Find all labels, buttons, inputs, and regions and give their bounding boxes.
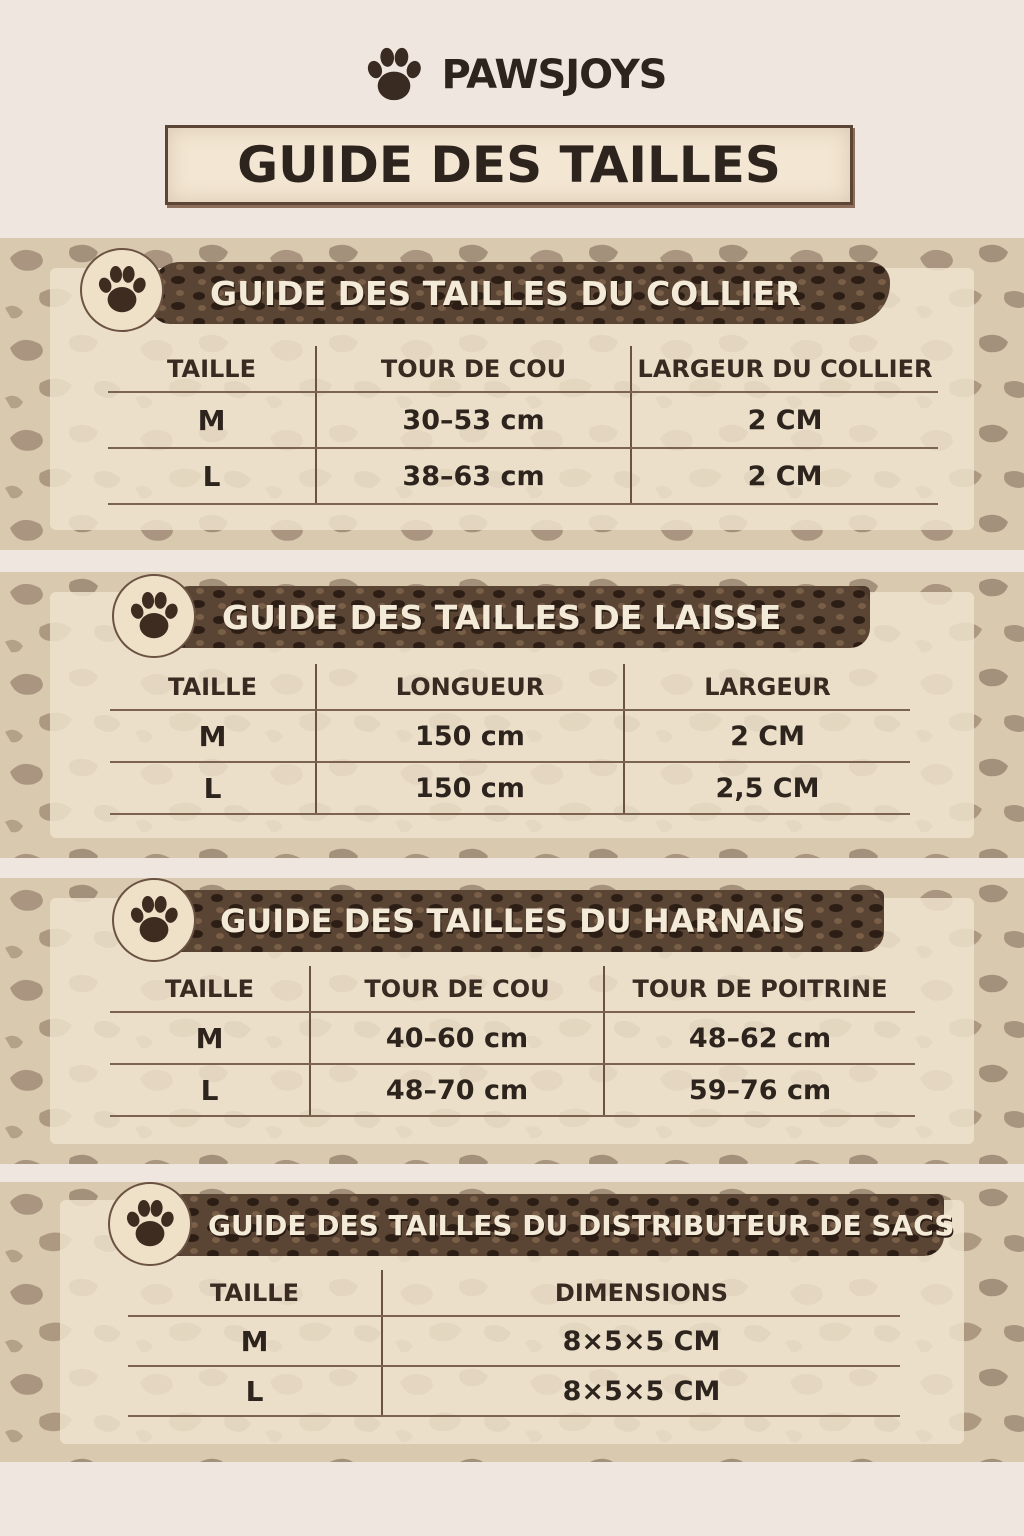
paw-icon: [124, 586, 184, 646]
value-cell: 8×5×5 CM: [382, 1366, 900, 1416]
section-title: GUIDE DES TAILLES DE LAISSE: [222, 597, 782, 637]
size-cell: M: [110, 710, 316, 762]
section-banner: [164, 1194, 955, 1256]
brand-name: PAWSJOYS: [441, 52, 667, 98]
size-cell: L: [110, 1064, 310, 1116]
table-row: [128, 1316, 900, 1366]
value-cell: 8×5×5 CM: [382, 1316, 900, 1366]
size-table: [110, 664, 910, 815]
size-cell: L: [128, 1366, 382, 1416]
size-cell: M: [108, 392, 316, 448]
section-banner: [150, 262, 890, 324]
table-header-row: [108, 346, 938, 392]
column-header: LONGUEUR: [316, 664, 624, 710]
size-table: [108, 346, 938, 505]
paw-badge: [112, 574, 196, 658]
value-cell: 2 CM: [631, 392, 938, 448]
brand-header: [0, 40, 1024, 110]
value-cell: 2 CM: [631, 448, 938, 504]
paw-badge: [80, 248, 164, 332]
paw-icon: [92, 260, 152, 320]
section-title: GUIDE DES TAILLES DU DISTRIBUTEUR DE SACS: [208, 1208, 955, 1242]
table-header-row: [110, 664, 910, 710]
table-row: [128, 1366, 900, 1416]
value-cell: 48–62 cm: [604, 1012, 915, 1064]
section-distributeur: [0, 1182, 1024, 1462]
table-row: [110, 710, 910, 762]
size-cell: M: [110, 1012, 310, 1064]
column-header: DIMENSIONS: [382, 1270, 900, 1316]
column-header: TAILLE: [108, 346, 316, 392]
size-table: [110, 966, 915, 1117]
table-row: [110, 762, 910, 814]
value-cell: 30–53 cm: [316, 392, 631, 448]
section-banner: [170, 586, 870, 648]
table-row: [110, 1064, 915, 1116]
value-cell: 2,5 CM: [624, 762, 910, 814]
main-title-box: [165, 125, 853, 205]
column-header: LARGEUR DU COLLIER: [631, 346, 938, 392]
table-header-row: [110, 966, 915, 1012]
paw-badge: [112, 878, 196, 962]
section-harnais: [0, 878, 1024, 1164]
section-title: GUIDE DES TAILLES DU COLLIER: [210, 273, 801, 313]
section-collier: [0, 238, 1024, 550]
table-row: [108, 448, 938, 504]
value-cell: 2 CM: [624, 710, 910, 762]
size-cell: L: [108, 448, 316, 504]
table-row: [108, 392, 938, 448]
paw-icon: [124, 890, 184, 950]
table-header-row: [128, 1270, 900, 1316]
paw-badge: [108, 1182, 192, 1266]
column-header: TAILLE: [110, 966, 310, 1012]
value-cell: 48–70 cm: [310, 1064, 604, 1116]
section-title: GUIDE DES TAILLES DU HARNAIS: [220, 902, 806, 940]
value-cell: 59–76 cm: [604, 1064, 915, 1116]
table-row: [110, 1012, 915, 1064]
section-laisse: [0, 572, 1024, 858]
value-cell: 150 cm: [316, 762, 624, 814]
value-cell: 38–63 cm: [316, 448, 631, 504]
section-banner: [168, 890, 884, 952]
column-header: TAILLE: [128, 1270, 382, 1316]
column-header: TOUR DE COU: [310, 966, 604, 1012]
paw-icon: [120, 1194, 180, 1254]
size-cell: L: [110, 762, 316, 814]
value-cell: 150 cm: [316, 710, 624, 762]
size-table: [128, 1270, 900, 1417]
column-header: TOUR DE COU: [316, 346, 631, 392]
paw-icon: [358, 41, 430, 109]
size-cell: M: [128, 1316, 382, 1366]
column-header: TAILLE: [110, 664, 316, 710]
value-cell: 40–60 cm: [310, 1012, 604, 1064]
page-title: GUIDE DES TAILLES: [237, 136, 781, 194]
column-header: TOUR DE POITRINE: [604, 966, 915, 1012]
column-header: LARGEUR: [624, 664, 910, 710]
